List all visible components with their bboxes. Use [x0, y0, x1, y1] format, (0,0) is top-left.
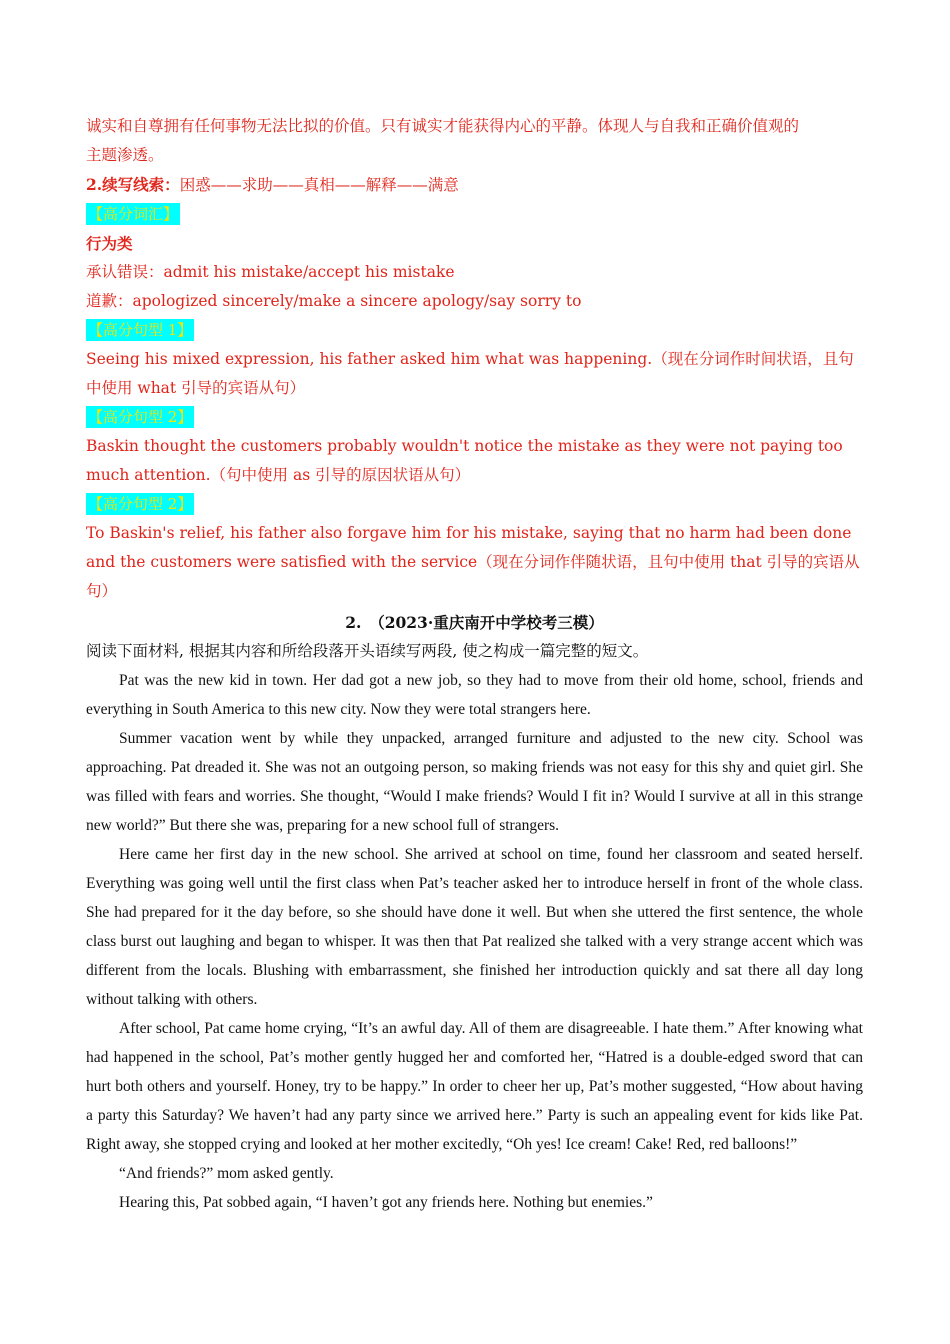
sentence-2-text: Baskin thought the customers probably wouldn't notice the mistake as they were not paying too much attention.（句中使用 as 引导的原因状语从句）	[86, 437, 843, 484]
passage-paragraph-6: Hearing this, Pat sobbed again, “I haven’t got any friends here. Nothing but enemies.”	[119, 1194, 653, 1211]
question-instruction: 阅读下面材料, 根据其内容和所给段落开头语续写两段, 使之构成一篇完整的短文。	[86, 642, 649, 660]
passage-paragraph-5: “And friends?” mom asked gently.	[119, 1165, 334, 1182]
clue-label: 2.续写线索：	[86, 175, 180, 194]
vocab-item-1-label: 承认错误：	[86, 263, 164, 281]
question-title: 2. （2023·重庆南开中学校考三模）	[345, 613, 604, 632]
passage-paragraph-1: Pat was the new kid in town. Her dad got a new job, so they had to move from their old home, school, friends and everything in South America to this new city. Now they were total strangers here.	[86, 672, 863, 718]
vocab-tag: 【高分词汇】	[88, 205, 179, 223]
document-page	[86, 112, 863, 1217]
sentence-1-text: Seeing his mixed expression, his father asked him what was happening.（现在分词作时间状语，且句中使用 what 引导的宾语从句）	[86, 350, 854, 397]
theme-line-1: 诚实和自尊拥有任何事物无法比拟的价值。只有诚实才能获得内心的平静。体现人与自我和正确价值观的	[86, 117, 800, 135]
vocab-item-1	[86, 258, 863, 287]
vocab-item-2-label: 道歉：	[86, 292, 133, 310]
theme-line-2: 主题渗透。	[86, 146, 164, 164]
clue-text: 困惑——求助——真相——解释——满意	[179, 176, 459, 194]
sentence-3-tag: 【高分句型 2】	[88, 495, 193, 513]
sentence-2-tag: 【高分句型 2】	[88, 408, 193, 426]
clue-line	[86, 170, 863, 200]
passage-paragraph-4: After school, Pat came home crying, “It’s an awful day. All of them are disagreeable. I hate them.” After knowing what had happened in the school, Pat’s mother gently hugged her and comforted her, “Hatred is a double-edged sword that can hurt both others and yourself. Honey, try to be happy.” In order to cheer her up, Pat’s mother suggested, “How about having a party this Saturday? We haven’t had any party since we arrived here.” Party is such an appealing event for kids like Pat. Right away, she stopped crying and looked at her mother excitedly, “Oh yes! Ice cream! Cake! Red, red balloons!”	[86, 1020, 863, 1153]
vocab-item-2-text: apologized sincerely/make a sincere apology/say sorry to	[132, 292, 582, 310]
passage-paragraph-2: Summer vacation went by while they unpacked, arranged furniture and adjusted to the new city. School was approaching. Pat dreaded it. She was not an outgoing person, so making friends was not easy for this shy and quiet girl. She was filled with fears and worries. She thought, “Would I make friends? Would I fit in? Would I survive at all in this strange new world?” But there she was, preparing for a new school full of strangers.	[86, 730, 863, 834]
vocab-item-2	[86, 287, 863, 316]
sentence-3-text: To Baskin's relief, his father also forgave him for his mistake, saying that no harm had been done and the customers were satisfied with the service（现在分词作伴随状语，且句中使用 that 引导的宾语从句）	[86, 524, 860, 600]
sentence-1-tag: 【高分句型 1】	[88, 321, 193, 339]
passage-paragraph-3: Here came her first day in the new school. She arrived at school on time, found her classroom and seated herself. Everything was going well until the first class when Pat’s teacher asked her to introduce herself in front of the whole class. She had prepared for it the day before, so she should have done it well. But when she uttered the first sentence, the whole class burst out laughing and began to whisper. It was then that Pat realized she talked with a very strange accent which was different from the locals. Blushing with embarrassment, she finished her introduction quickly and sat there all day long without talking with others.	[86, 846, 863, 1008]
vocab-category: 行为类	[86, 234, 133, 253]
vocab-item-1-text: admit his mistake/accept his mistake	[163, 263, 455, 281]
